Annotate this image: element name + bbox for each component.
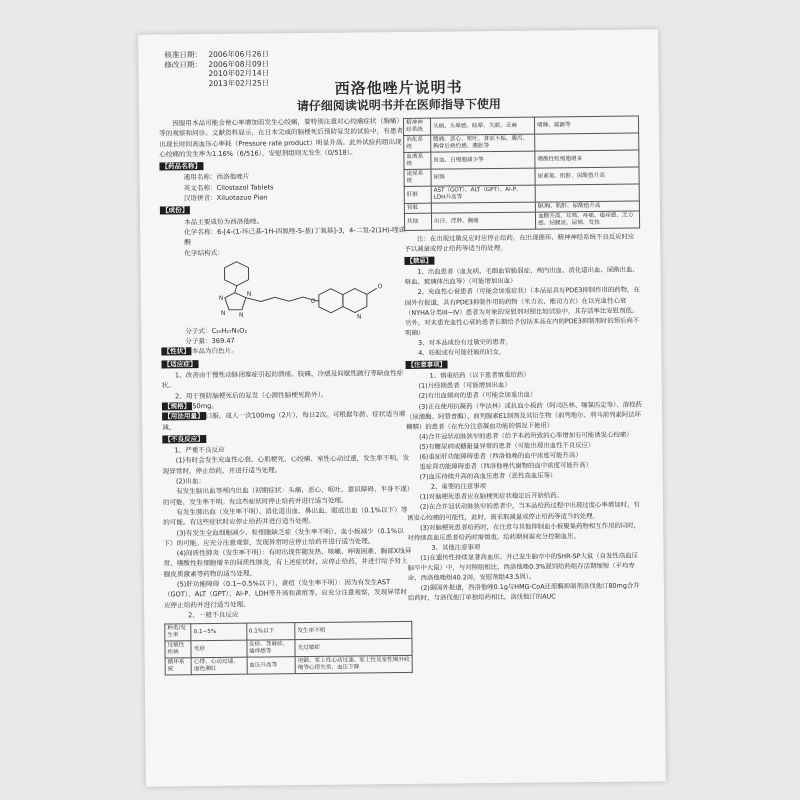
adverse-item: (1)有时会发生充血性心衰、心肌梗死、心绞痛、室性心动过速，发生率不明。发现异常时，停止给药，并进行适当处理。 (162, 454, 410, 476)
adverse-item: (5)肝功能障碍（0.1~0.5%以下）、黄疸（发生率不明）：因为有发生AST（GOT）、ALT（GPT）、Al-P、LDH等升高和黄疸等，应充分注意观察，发现异常时应停止给药并进行适当处理。 (163, 578, 408, 610)
table-cell (535, 184, 639, 202)
table-cell: 泌尿系统 (404, 169, 431, 186)
table-note: 注：在出现过敏反应时应停止给药。在出现循环、精神神经系统不良反应时应予以减量或停止给药等适当的处理。 (404, 232, 635, 254)
revision-row: 2013年02月25日 (208, 78, 270, 88)
svg-text:O: O (377, 283, 383, 291)
table-cell: 腹痛、恶心、呕吐、食欲不振、腹泻、胸骨后烧灼感、腹胀等 (431, 134, 535, 152)
table-header-cell: 0.1%以下 (246, 623, 295, 641)
table-cell: BUN、肌酐、尿酸值升高 (535, 201, 639, 212)
precaution-item: (6)重症肝功能障碍患者（西洛他唑的血中浓度可能升高） (419, 451, 582, 461)
precaution-item: (7)血压持续升高的高血压患者（恶性高血压等） (419, 471, 557, 481)
table-cell (535, 133, 639, 151)
section-header: 【不良反应】 (164, 434, 204, 444)
table-cell: 嗜睡、震颤等 (535, 116, 639, 134)
document-title: 西洛他唑片说明书 (334, 78, 463, 98)
table-cell: 心悸、心动过速、面色潮红 (191, 657, 246, 675)
svg-text:N: N (218, 294, 224, 302)
table-header-cell: 种类/发生率 (165, 624, 192, 641)
table-cell: 发疹 (191, 640, 246, 658)
section-header: 【注意事项】 (407, 360, 446, 370)
table-cell: 尿频 (431, 168, 535, 186)
table-cell: 循环系统 (165, 658, 192, 675)
pinyin-name: 汉语拼音：Xiluotazuo Pian (183, 193, 268, 203)
table-cell: 消化系统 (404, 135, 431, 152)
precaution-item: (3)对脑梗死患者给药时，在注意与其他抑制血小板聚集药物相互作用的同时，对持续高血压患者给药时需慎重，给药期间需充分控制血压。 (407, 521, 641, 542)
section-header: 【禁忌】 (406, 256, 433, 266)
table-header-cell: 发生率不明 (295, 622, 412, 640)
table-cell: 皮疹、荨麻疹、瘙痒感等 (246, 640, 295, 658)
contra-item: 2、充血性心衰患者（可能会加重症状）（本品是具有PDE3抑制作用的药物，在国外有报道，具有PDE3抑制作用的药物（米力农、维司力农）在以充血性心衰（NYHA分类III~IV）患者为对象的安慰剂对照比较试验中，其存活率比安慰剂低。另外，对未患充血性心衰的患者长期给予包括本品在内的PDE3抑制剂时的预后尚不明确） (404, 285, 640, 337)
adverse-table-left (164, 621, 413, 676)
adverse-item: 有发生脑出血等颅内出血（初期症状：头痛、恶心、呕吐、意识障碍、半身不遂）的可能，发生率不明。有这些症状时停止给药并进行适当处理。 (162, 485, 411, 507)
english-name: 英文名称：Cilostazol Tablets (183, 183, 274, 193)
table-cell: 嗜酸性粒细胞增多 (535, 150, 639, 168)
svg-text:N: N (246, 290, 252, 298)
precaution-level: 3、其他注意事项 (431, 543, 481, 552)
precaution-item: (1)月经期患者（可能增加出血） (418, 381, 511, 391)
precaution-level: 2、重要的注意事项 (430, 482, 487, 491)
precaution-item: (2)在合并冠状动脉狭窄的患者中，当本品给药过程中出现过度心率增加时，有诱发心绞痛的可能性，此时，需采取减量或停止给药等适当的处理。 (407, 500, 640, 522)
package-insert-leaflet (138, 29, 666, 786)
adverse-item: (3)有发生全血细胞减少、粒细胞缺乏症（发生率不明）、血小板减少（0.1%以下）的可能。应充分注意观察，发现异常时应停止给药并进行适当处理。 (163, 526, 404, 548)
molecular-weight: 分子量：369.47 (185, 336, 235, 346)
table-cell: 贫血、白细胞减少等 (431, 151, 535, 169)
svg-text:N: N (220, 309, 226, 317)
table-row (165, 656, 412, 676)
table-cell: 出汗、浮肿、胸痛 (431, 212, 535, 230)
document-subtitle: 请仔细阅读说明书并在医师指导下使用 (296, 96, 501, 114)
precaution-item: (1)在遗传性持续显著高血压、并已发生脑卒中的SHR-SP大鼠（自发性高血压脑卒中大鼠）中，与对照组相比，西洛他唑0.3%混饲给药组存活期缩短（平均寿命，西洛他唑组40.2周，安慰剂组43.5周）。 (407, 551, 639, 583)
adverse-item: 有发生肺出血（发生率不明）、消化道出血、鼻出血、眼底出血（0.1%以下）等的可能。有这些症状时应停止给药并进行适当处理。 (163, 505, 408, 527)
composition-main: 本品主要成份为西洛他唑。 (183, 217, 264, 226)
contra-item: 1、出血患者（血友病、毛细血管脆弱症、颅内出血、消化道出血、尿路出血、咯血、玻璃体出血等）（可能增加出血） (404, 265, 639, 287)
precaution-level: 1、慎重给药（以下患者慎重给药） (429, 370, 530, 380)
precaution-item: (4)合并冠状动脉狭窄的患者（给予本药所致的心率增加有可能诱发心绞痛） (419, 430, 633, 441)
left-column (159, 116, 413, 676)
table-cell: 肝脏 (404, 186, 431, 203)
indication-item: 2、用于预防脑梗死后的复发（心源性脑梗死除外）。 (175, 390, 328, 401)
table-row (404, 211, 639, 230)
table-header-cell: 0.1~5% (191, 623, 246, 641)
svg-text:N: N (357, 313, 362, 321)
table-cell: 肾脏 (404, 203, 431, 213)
precaution-item: (2)据国外报道，西洛他唑0.1g与HMG-CoA还原酶抑制剂洛伐他汀80mg合并给药时，与洛伐他汀单独给药相比，洛伐他汀的AUC (407, 581, 640, 603)
table-cell: 光过敏症 (295, 639, 412, 657)
svg-text:N: N (238, 311, 244, 319)
table-cell: 其他 (404, 213, 431, 230)
table-cell: 血液系统 (404, 152, 431, 169)
indication-item: 1、改善由于慢性动脉闭塞症引起的溃疡、肢痛、冷感及间歇性跛行等缺血性症状。 (161, 369, 404, 390)
table-cell: 头痛、头晕感、眩晕、失眠、乏麻 (430, 117, 534, 135)
precaution-item: 重症肾功能障碍患者（西洛他唑代谢物的血中浓度可能升高） (419, 461, 592, 471)
table-cell: 血压升高等 (247, 657, 296, 675)
revision-row: 核准日期： 2006年06月26日 (164, 49, 270, 60)
adverse-item: (2)出血： (175, 477, 206, 486)
precaution-item: (2)有出血倾向的患者（可能会加重出血） (418, 390, 537, 401)
adverse-level: 2、一般不良反应 (188, 610, 239, 620)
svg-text:O: O (310, 297, 316, 305)
molecular-formula: 分子式：C₂₀H₂₇N₅O₂ (185, 326, 248, 336)
section-header: 【适应症】 (163, 359, 197, 369)
precaution-item: (1)对脑梗死患者应在脑梗死症状稳定后开始给药。 (419, 491, 564, 502)
table-cell: 过敏性疾病 (165, 641, 192, 658)
adverse-level: 1、严重不良反应 (174, 445, 225, 455)
chemical-name: 化学名称：6-[4-(1-环己基-1H-四氮唑-5-基)丁氧基]-3，4-二氢-2(1H)-喹诺酮 (184, 225, 406, 247)
contra-item: 3、对本品成份有过敏史的患者。 (418, 337, 512, 347)
revision-row: 修改日期： 2006年08月09日 (164, 58, 270, 70)
adverse-item: (4)间质性肺炎（发生率不明）：有时出现伴随发热、咳嗽、呼吸困难、胸部X线异常、嗜酸性粒细胞增多的间质性肺炎，有上述症状时，应停止给药，并进行给予肾上腺皮质激素等药物的适当处理。 (163, 547, 412, 579)
common-name: 通用名称：西洛他唑片 (183, 173, 250, 182)
structure-label: 化学结构式： (184, 248, 224, 257)
section-header: 【成份】 (161, 206, 189, 215)
table-cell: 血糖升高、耳鸣、疼痛、瘙痒感、乏力感、结膜炎、尿频、发热 (536, 211, 640, 229)
warning-paragraph: 因服用本品可能会使心率增加而发生心绞痛，要特别注意对心绞痛症状（胸痛）等的观察和问诊。文献资料显示，在日本完成的脑梗死后预防复发的试验中，有患者出现长时间高血压心率耗（Pressure rate product）明显升高。此外试验药组出现心绞痛的发生率为1.16%（6/516），安慰剂组则无发生（0/518）。 (159, 116, 404, 159)
right-column (403, 116, 644, 604)
table-cell: 精神神经系统 (403, 118, 430, 135)
spec-row: 【规格】 50mg。 (163, 401, 218, 411)
precaution-item: (3)正在使用抗凝药（华法林）或抗血小板药（阿司匹林、噻氯匹定等）、溶栓药（尿激酶、阿替普酶）、前列腺素E1制剂及其衍生物（前列地尔、利马前列素阿法环糊精）的患者（在充分注意凝血功能的情况下使用） (406, 399, 642, 431)
dosage-row: 【用法用量】 口服，成人一次100mg（2片），每日2次。可根据年龄、症状适当增减。 (162, 410, 406, 432)
character-row: 【性状】 本品为白色片。 (163, 347, 238, 356)
chemical-structure-image (160, 258, 409, 325)
table-cell: 房颤、室上性心动过速、室上性及室性期外收缩等心律失常、血压下降 (295, 656, 412, 674)
adverse-table-right (403, 116, 640, 231)
contra-item: 4、妊娠或有可能妊娠的妇女。 (418, 347, 506, 357)
section-header: 【药品名称】 (161, 162, 202, 171)
precaution-item: (5)有糖尿病或糖耐量异常的患者（可能出现出血性不良反应） (419, 440, 595, 451)
table-cell: 尿素氮、肌酐、尿酸值升高 (535, 167, 639, 185)
table-cell: AST（GOT）、ALT（GPT）、Al-P、LDH升高等 (431, 185, 535, 203)
revision-row: 2010年02月14日 (208, 68, 270, 79)
